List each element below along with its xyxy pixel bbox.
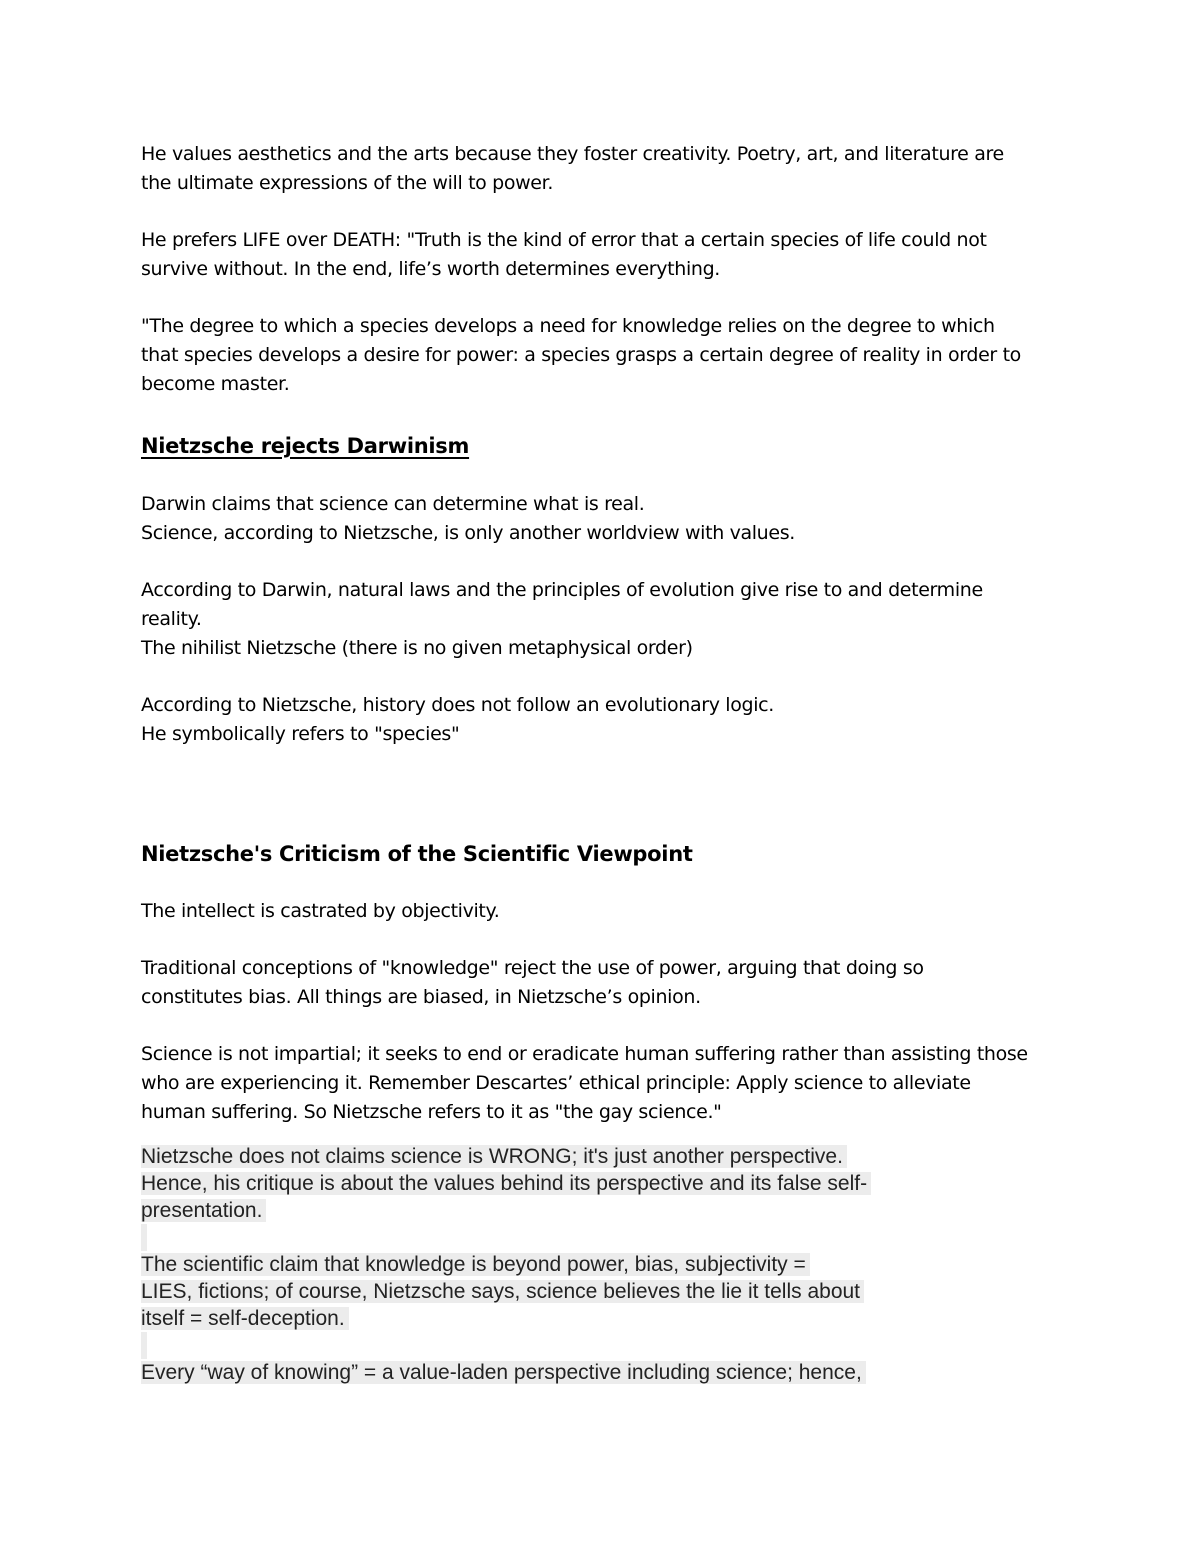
text-line: He prefers LIFE over DEATH: "Truth is the kind of error that a certain species of life could not	[141, 229, 987, 251]
text-line: Science is not impartial; it seeks to end or eradicate human suffering rather than assisting those	[141, 1043, 1028, 1065]
text-line: According to Darwin, natural laws and the principles of evolution give rise to and determine	[141, 579, 983, 601]
text-line: "The degree to which a species develops a need for knowledge relies on the degree to which	[141, 315, 995, 337]
text-line: human suffering. So Nietzsche refers to it as "the gay science."	[141, 1101, 722, 1123]
paragraph-degree-quote	[141, 312, 1061, 399]
highlighted-text-line: Nietzsche does not claims science is WRONG; it's just another perspective.	[141, 1145, 847, 1168]
text-line: become master.	[141, 373, 290, 395]
section-heading-criticism: Nietzsche's Criticism of the Scientific Viewpoint	[141, 842, 693, 866]
highlight-spacer	[141, 1332, 147, 1359]
paragraph-natural-laws	[141, 576, 1061, 663]
paragraph-darwin-claims	[141, 490, 1061, 548]
highlighted-text-line: presentation.	[141, 1199, 266, 1222]
text-line: The nihilist Nietzsche (there is no given metaphysical order)	[141, 637, 693, 659]
text-line: survive without. In the end, life’s worth determines everything.	[141, 258, 720, 280]
highlighted-note-way-of-knowing	[141, 1359, 1061, 1386]
text-line: who are experiencing it. Remember Descartes’ ethical principle: Apply science to alleviate	[141, 1072, 971, 1094]
highlighted-text-line: itself = self-deception.	[141, 1307, 349, 1330]
paragraph-aesthetics	[141, 140, 1061, 198]
highlighted-text-line: The scientific claim that knowledge is beyond power, bias, subjectivity =	[141, 1253, 810, 1276]
highlight-spacer	[141, 1224, 147, 1251]
text-line: Science, according to Nietzsche, is only another worldview with values.	[141, 522, 795, 544]
text-line: According to Nietzsche, history does not follow an evolutionary logic.	[141, 694, 774, 716]
text-line: He symbolically refers to "species"	[141, 723, 460, 745]
paragraph-objectivity	[141, 897, 1061, 926]
highlighted-note-scientific-claim	[141, 1251, 1061, 1359]
document-body	[141, 140, 1061, 1386]
text-line: constitutes bias. All things are biased, in Nietzsche’s opinion.	[141, 986, 701, 1008]
text-line: that species develops a desire for power: a species grasps a certain degree of reality in order to	[141, 344, 1021, 366]
text-line: reality.	[141, 608, 202, 630]
text-line: He values aesthetics and the arts because they foster creativity. Poetry, art, and literature are	[141, 143, 1004, 165]
highlighted-text-line: Hence, his critique is about the values behind its perspective and its false self-	[141, 1172, 871, 1195]
highlighted-text-line: LIES, fictions; of course, Nietzsche says, science believes the lie it tells about	[141, 1280, 864, 1303]
highlighted-note-perspective	[141, 1143, 1061, 1251]
text-line: The intellect is castrated by objectivity.	[141, 900, 500, 922]
paragraph-life-over-death	[141, 226, 1061, 284]
paragraph-knowledge-bias	[141, 954, 1061, 1012]
section-heading-darwinism: Nietzsche rejects Darwinism	[141, 434, 470, 458]
paragraph-history	[141, 691, 1061, 749]
highlighted-text-line: Every “way of knowing” = a value-laden perspective including science; hence,	[141, 1361, 866, 1384]
paragraph-science-impartial	[141, 1040, 1061, 1127]
text-line: Darwin claims that science can determine what is real.	[141, 493, 645, 515]
text-line: the ultimate expressions of the will to power.	[141, 172, 554, 194]
text-line: Traditional conceptions of "knowledge" reject the use of power, arguing that doing so	[141, 957, 924, 979]
